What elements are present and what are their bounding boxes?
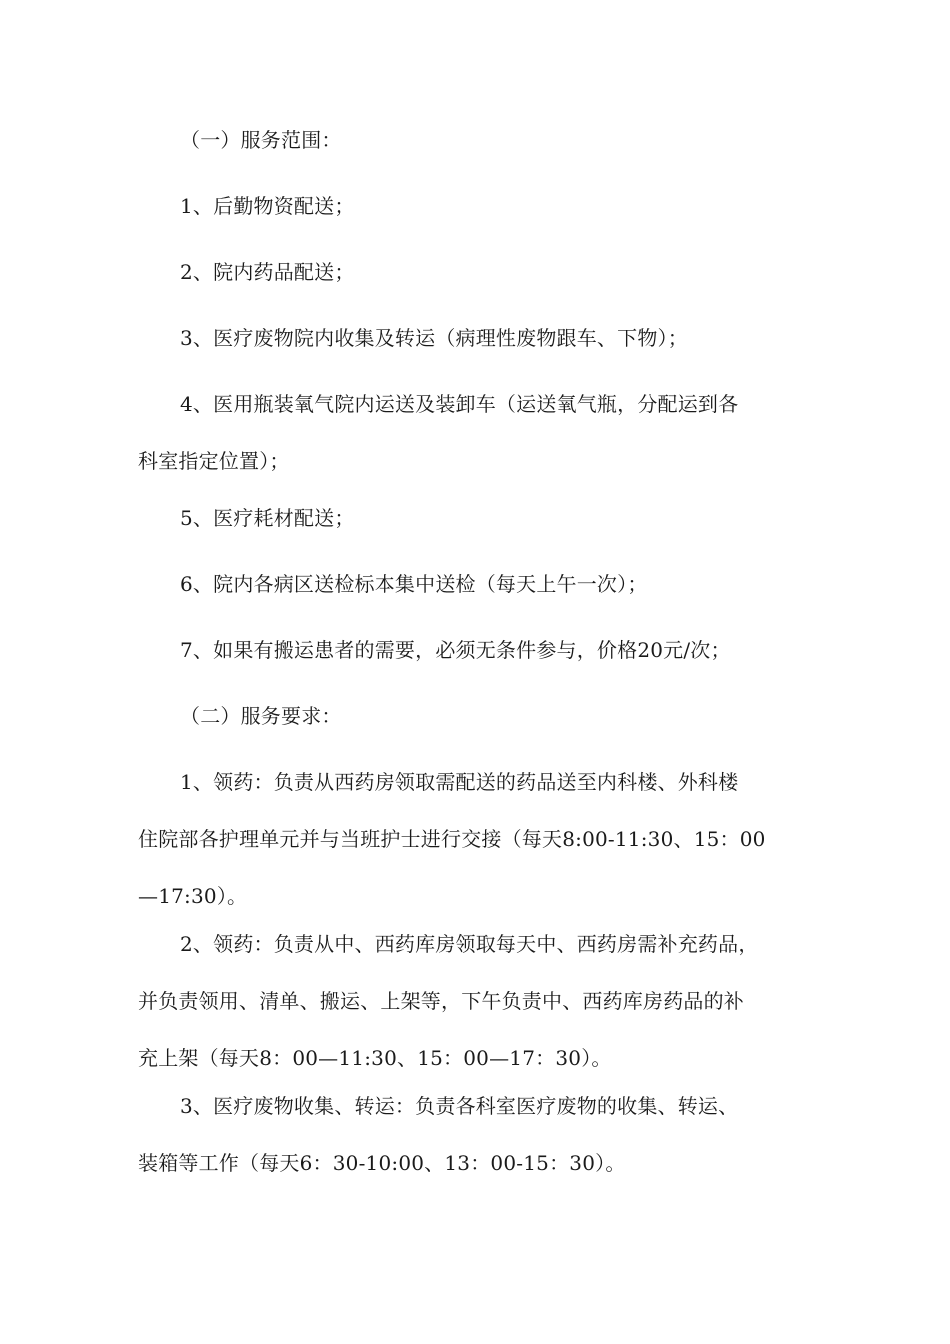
section1-item-5: 5、医疗耗材配送； [180, 506, 355, 530]
section2-heading [138, 688, 818, 745]
section1-heading-text: （一）服务范围： [180, 128, 342, 152]
section2-item-3-line2: 装箱等工作（每天6：30-10:00、13：00-15：30）。 [138, 1151, 626, 1175]
list-item [138, 178, 818, 235]
list-item [138, 556, 818, 613]
section2-item-2-line1: 2、领药：负责从中、西药库房领取每天中、西药房需补充药品， [180, 932, 759, 956]
list-item [138, 754, 818, 925]
section1-item-4-line1: 4、医用瓶装氧气院内运送及装卸车（运送氧气瓶，分配运到各 [180, 392, 739, 416]
section1-item-4-line2: 科室指定位置）； [138, 449, 290, 473]
section1-item-7: 7、如果有搬运患者的需要，必须无条件参与，价格20元/次； [180, 638, 731, 662]
list-item [138, 622, 818, 679]
section1-heading [138, 112, 818, 169]
section1-item-3: 3、医疗废物院内收集及转运（病理性废物跟车、下物）； [180, 326, 688, 350]
list-item [138, 1078, 818, 1192]
section1-item-2: 2、院内药品配送； [180, 260, 355, 284]
list-item [138, 310, 818, 367]
list-item [138, 490, 818, 547]
section2-item-3-line1: 3、医疗废物收集、转运：负责各科室医疗废物的收集、转运、 [180, 1094, 739, 1118]
section2-item-1-line1: 1、领药：负责从西药房领取需配送的药品送至内科楼、外科楼 [180, 770, 739, 794]
section1-item-1: 1、后勤物资配送； [180, 194, 355, 218]
section1-item-6: 6、院内各病区送检标本集中送检（每天上午一次）； [180, 572, 648, 596]
section2-heading-text: （二）服务要求： [180, 704, 342, 728]
list-item [138, 376, 818, 490]
section2-item-1-line2: 住院部各护理单元并与当班护士进行交接（每天8:00-11:30、15：00 [138, 827, 766, 851]
section2-item-2-line2: 并负责领用、清单、搬运、上架等，下午负责中、西药库房药品的补 [138, 989, 744, 1013]
list-item [138, 244, 818, 301]
section2-item-1-line3: —17:30）。 [138, 884, 248, 908]
list-item [138, 916, 818, 1087]
section2-item-2-line3: 充上架（每天8：00—11:30、15：00—17：30）。 [138, 1046, 612, 1070]
